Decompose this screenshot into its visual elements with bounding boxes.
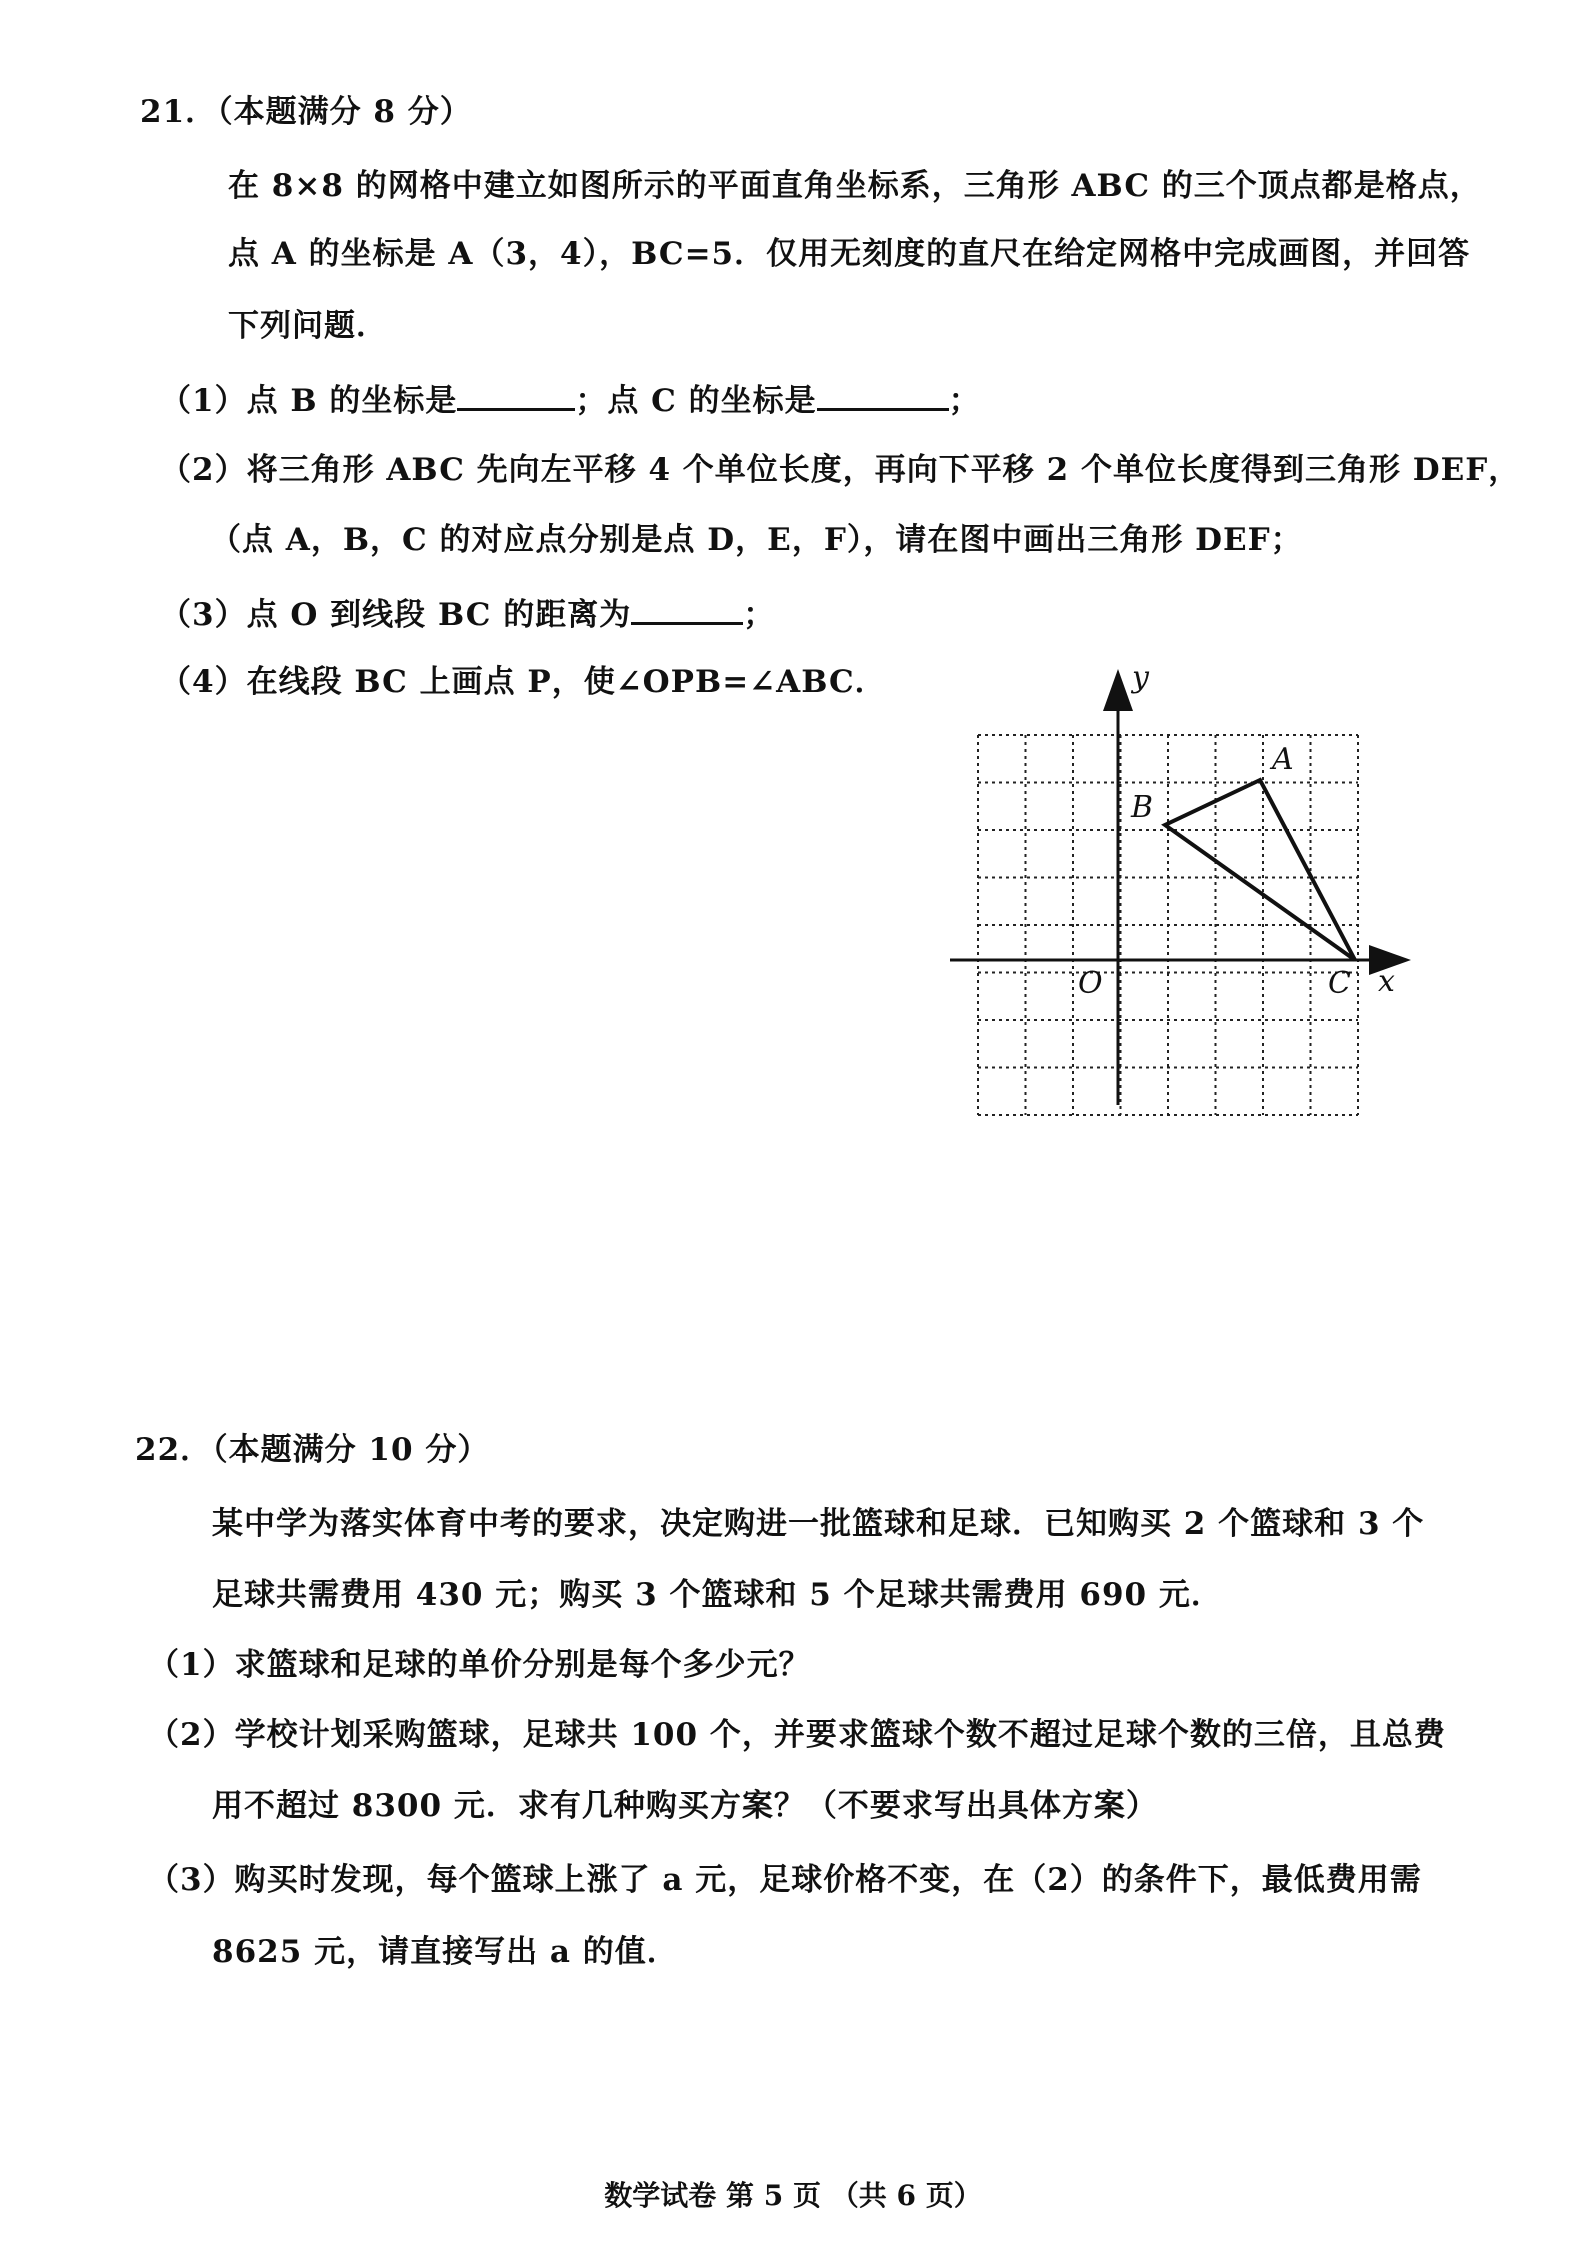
y-axis-label: y bbox=[1132, 665, 1149, 695]
q21-intro-line-3: 下列问题． bbox=[228, 308, 388, 344]
q21-header: 21．（本题满分 8 分） bbox=[140, 94, 472, 130]
answer-blank-b-coordinate[interactable] bbox=[457, 378, 575, 411]
vertex-b-label: B bbox=[1131, 790, 1154, 825]
q21-intro-line-1: 在 8×8 的网格中建立如图所示的平面直角坐标系，三角形 ABC 的三个顶点都是格点， bbox=[228, 168, 1482, 204]
origin-label: O bbox=[1078, 966, 1103, 1001]
q21-part-3-text-b: ； bbox=[743, 597, 776, 633]
q22-part-2-line-2: 用不超过 8300 元．求有几种购买方案？（不要求写出具体方案） bbox=[212, 1788, 1158, 1824]
q22-part-2-line-1: （2）学校计划采购篮球，足球共 100 个，并要求篮球个数不超过足球个数的三倍，且总费 bbox=[148, 1717, 1446, 1753]
page-footer: 数学试卷 第 5 页 （共 6 页） bbox=[604, 2179, 982, 2212]
q21-part-1-text-a: （1）点 B 的坐标是 bbox=[160, 383, 458, 419]
q22-part-1: （1）求篮球和足球的单价分别是每个多少元？ bbox=[148, 1647, 811, 1683]
triangle-abc bbox=[1165, 780, 1355, 960]
q22-intro-line-1: 某中学为落实体育中考的要求，决定购进一批篮球和足球．已知购买 2 个篮球和 3 个 bbox=[212, 1506, 1425, 1542]
q21-part-1-text-b: ；点 C 的坐标是 bbox=[575, 383, 817, 419]
q22-part-3-line-2: 8625 元，请直接写出 a 的值． bbox=[212, 1934, 679, 1970]
q22-part-3-line-1: （3）购买时发现，每个篮球上涨了 a 元，足球价格不变，在（2）的条件下，最低费用需 bbox=[148, 1862, 1422, 1898]
q21-part-4: （4）在线段 BC 上画点 P，使∠OPB=∠ABC． bbox=[160, 664, 887, 700]
grid-lines bbox=[978, 735, 1358, 1115]
q21-intro-line-2: 点 A 的坐标是 A（3，4），BC=5．仅用无刻度的直尺在给定网格中完成画图，并回答 bbox=[228, 236, 1471, 272]
q21-part-3 bbox=[160, 592, 775, 635]
q21-part-1-text-c: ； bbox=[948, 383, 981, 419]
q21-part-2-line-2: （点 A，B，C 的对应点分别是点 D，E，F），请在图中画出三角形 DEF； bbox=[210, 522, 1303, 558]
answer-blank-distance[interactable] bbox=[631, 592, 743, 625]
vertex-a-label: A bbox=[1272, 742, 1294, 777]
q22-intro-line-2: 足球共需费用 430 元；购买 3 个篮球和 5 个足球共需费用 690 元． bbox=[212, 1577, 1223, 1613]
q21-part-3-text-a: （3）点 O 到线段 BC 的距离为 bbox=[160, 597, 632, 633]
q21-part-1 bbox=[160, 378, 981, 421]
x-axis-label: x bbox=[1378, 964, 1395, 999]
vertex-c-label: C bbox=[1328, 966, 1351, 1001]
coordinate-grid-figure bbox=[950, 665, 1430, 1125]
q21-part-2-line-1: （2）将三角形 ABC 先向左平移 4 个单位长度，再向下平移 2 个单位长度得到三角形 DEF， bbox=[160, 452, 1521, 488]
answer-blank-c-coordinate[interactable] bbox=[817, 378, 949, 411]
q22-header: 22．（本题满分 10 分） bbox=[135, 1432, 490, 1468]
